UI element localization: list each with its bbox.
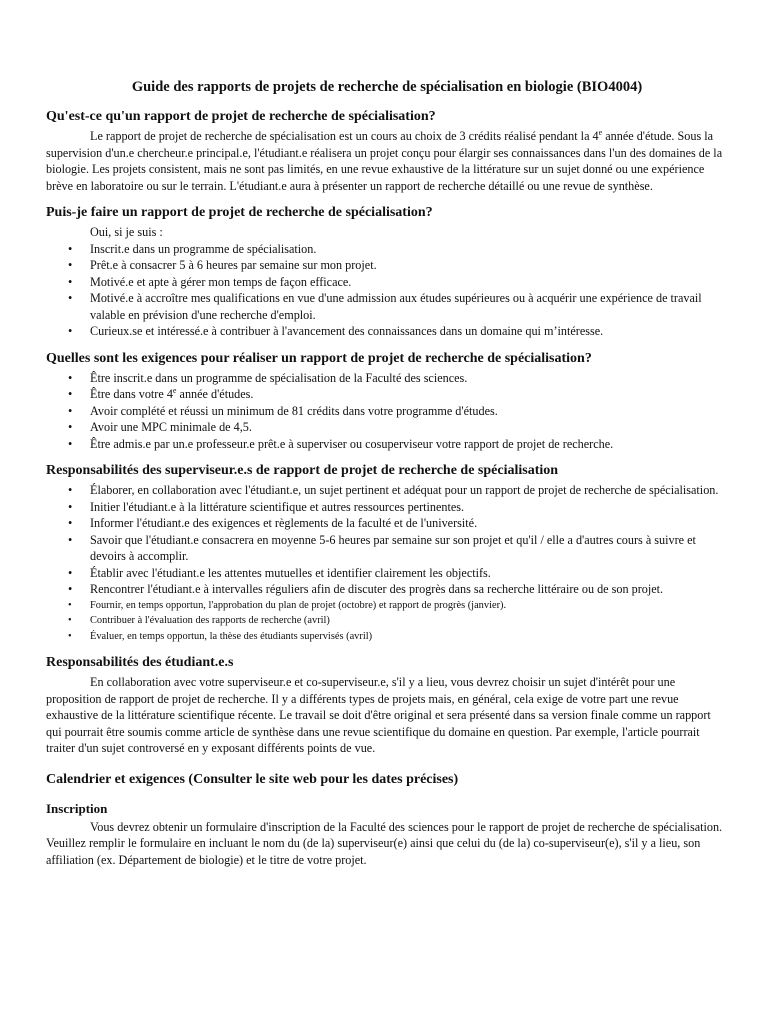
list-item: • Motivé.e et apte à gérer mon temps de façon efficace.: [90, 274, 728, 291]
list-item: • Établir avec l'étudiant.e les attentes mutuelles et identifier clairement les objectifs.: [90, 565, 728, 582]
list-item: • Savoir que l'étudiant.e consacrera en moyenne 5-6 heures par semaine sur son projet et qu'il / elle a d'autres cours à suivre et devoirs à accomplir.: [90, 532, 728, 565]
section-heading: Calendrier et exigences (Consulter le site web pour les dates précises): [46, 771, 459, 787]
list-item: • Être admis.e par un.e professeur.e prêt.e à superviser ou cosuperviseur votre rapport de projet de recherche.: [90, 436, 728, 453]
list-item: • Élaborer, en collaboration avec l'étudiant.e, un sujet pertinent et adéquat pour un rapport de projet de recherche de spécialisation.: [90, 482, 728, 499]
section-what-is: [46, 108, 728, 194]
section-paragraph: En collaboration avec votre superviseur.e et co-superviseur.e, s'il y a lieu, vous devrez choisir un sujet d'intérêt pour une proposition de rapport de projet de recherche. Il y a différents types de projets mais, en général, cela exige de votre part une revue exhaustive de la littérature scientifique récente. Le travail se doit d'être original et sera présenté dans sa version finale comme un rapport qui pourrait être soumis comme article de synthèse dans une revue scientifique du domaine en question. Par exemple, l'article pourrait traiter d'un sujet controversé en y exposant différents points de vue.: [46, 675, 711, 755]
paragraph-text: Le rapport de projet de recherche de spécialisation est un cours au choix de 3 crédits réalisé pendant la 4: [90, 129, 599, 143]
list-item: • Avoir une MPC minimale de 4,5.: [90, 419, 728, 436]
item-text: année d'études.: [176, 387, 254, 401]
section-student-responsibilities: [46, 654, 728, 757]
list-item: • Prêt.e à consacrer 5 à 6 heures par semaine sur mon projet.: [90, 257, 728, 274]
list-item: • Curieux.se et intéressé.e à contribuer à l'avancement des connaissances dans un domaine qui m’intéresse.: [90, 323, 728, 340]
bullet-list: [46, 370, 728, 453]
list-item: • Initier l'étudiant.e à la littérature scientifique et autres ressources pertinentes.: [90, 499, 728, 516]
section-requirements: [46, 350, 728, 453]
lead-text: Oui, si je suis :: [90, 225, 163, 239]
list-item: [90, 386, 728, 403]
section-heading: Responsabilités des étudiant.e.s: [46, 655, 234, 670]
list-item: • Rencontrer l'étudiant.e à intervalles réguliers afin de discuter des progrès dans sa recherche littéraire ou de son projet.: [90, 581, 728, 598]
list-item: • Contribuer à l'évaluation des rapports de recherche (avril): [90, 613, 728, 629]
item-text: Être dans votre 4: [90, 387, 173, 401]
list-item: • Inscrit.e dans un programme de spécialisation.: [90, 241, 728, 258]
list-item: • Informer l'étudiant.e des exigences et règlements de la faculté et de l'université.: [90, 515, 728, 532]
section-heading: Puis-je faire un rapport de projet de recherche de spécialisation?: [46, 205, 433, 220]
section-heading: Qu'est-ce qu'un rapport de projet de recherche de spécialisation?: [46, 109, 436, 124]
section-paragraph: [46, 128, 728, 194]
superscript: e: [598, 127, 603, 137]
subsection-heading: Inscription: [46, 800, 108, 816]
paragraph-text: année d'étude. Sous la supervision d'un.e chercheur.e principal.e, l'étudiant.e réalisera un projet conçu pour élargir ses connaissances dans l'un des domaines de la biologie. Les projets consistent, mais ne sont pas limités, en une revue exhaustive de la littérature sur un sujet donné ou une expérience brève en laboratoire ou sur le terrain. L'étudiant.e aura à présenter un rapport de recherche détaillé ou une revue de synthèse.: [46, 129, 723, 193]
list-item: • Être inscrit.e dans un programme de spécialisation de la Faculté des sciences.: [90, 370, 728, 387]
small-bullet-list: [46, 598, 728, 645]
list-item: • Évaluer, en temps opportun, la thèse des étudiants supervisés (avril): [90, 629, 728, 645]
bullet-list: [46, 482, 728, 598]
list-item: • Avoir complété et réussi un minimum de 81 crédits dans votre programme d'études.: [90, 403, 728, 420]
superscript: e: [172, 385, 177, 395]
list-item: • Motivé.e à accroître mes qualifications en vue d'une admission aux études supérieures ou à acquérir une expérience de travail valable en prévision d'une recherche d'emploi.: [90, 290, 728, 323]
section-heading: Quelles sont les exigences pour réaliser un rapport de projet de recherche de spécialisation?: [46, 350, 592, 366]
list-item: • Fournir, en temps opportun, l'approbation du plan de projet (octobre) et rapport de progrès (janvier).: [90, 598, 728, 614]
section-can-i: [46, 204, 728, 340]
bullet-list: [46, 241, 728, 340]
section-heading: Responsabilités des superviseur.e.s de rapport de projet de recherche de spécialisation: [46, 463, 559, 478]
section-calendar: [46, 771, 728, 869]
document-page: [46, 78, 728, 878]
section-supervisor-responsibilities: [46, 462, 728, 644]
document-title: Guide des rapports de projets de recherche de spécialisation en biologie (BIO4004): [131, 79, 643, 95]
section-paragraph: Vous devrez obtenir un formulaire d'inscription de la Faculté des sciences pour le rapport de projet de recherche de spécialisation. Veuillez remplir le formulaire en incluant le nom du (de la) superviseur(e) ainsi que celui du (de la) co-superviseur(e), s'il y a lieu, son affiliation (ex. Département de biologie) et le titre de votre projet.: [46, 819, 723, 867]
